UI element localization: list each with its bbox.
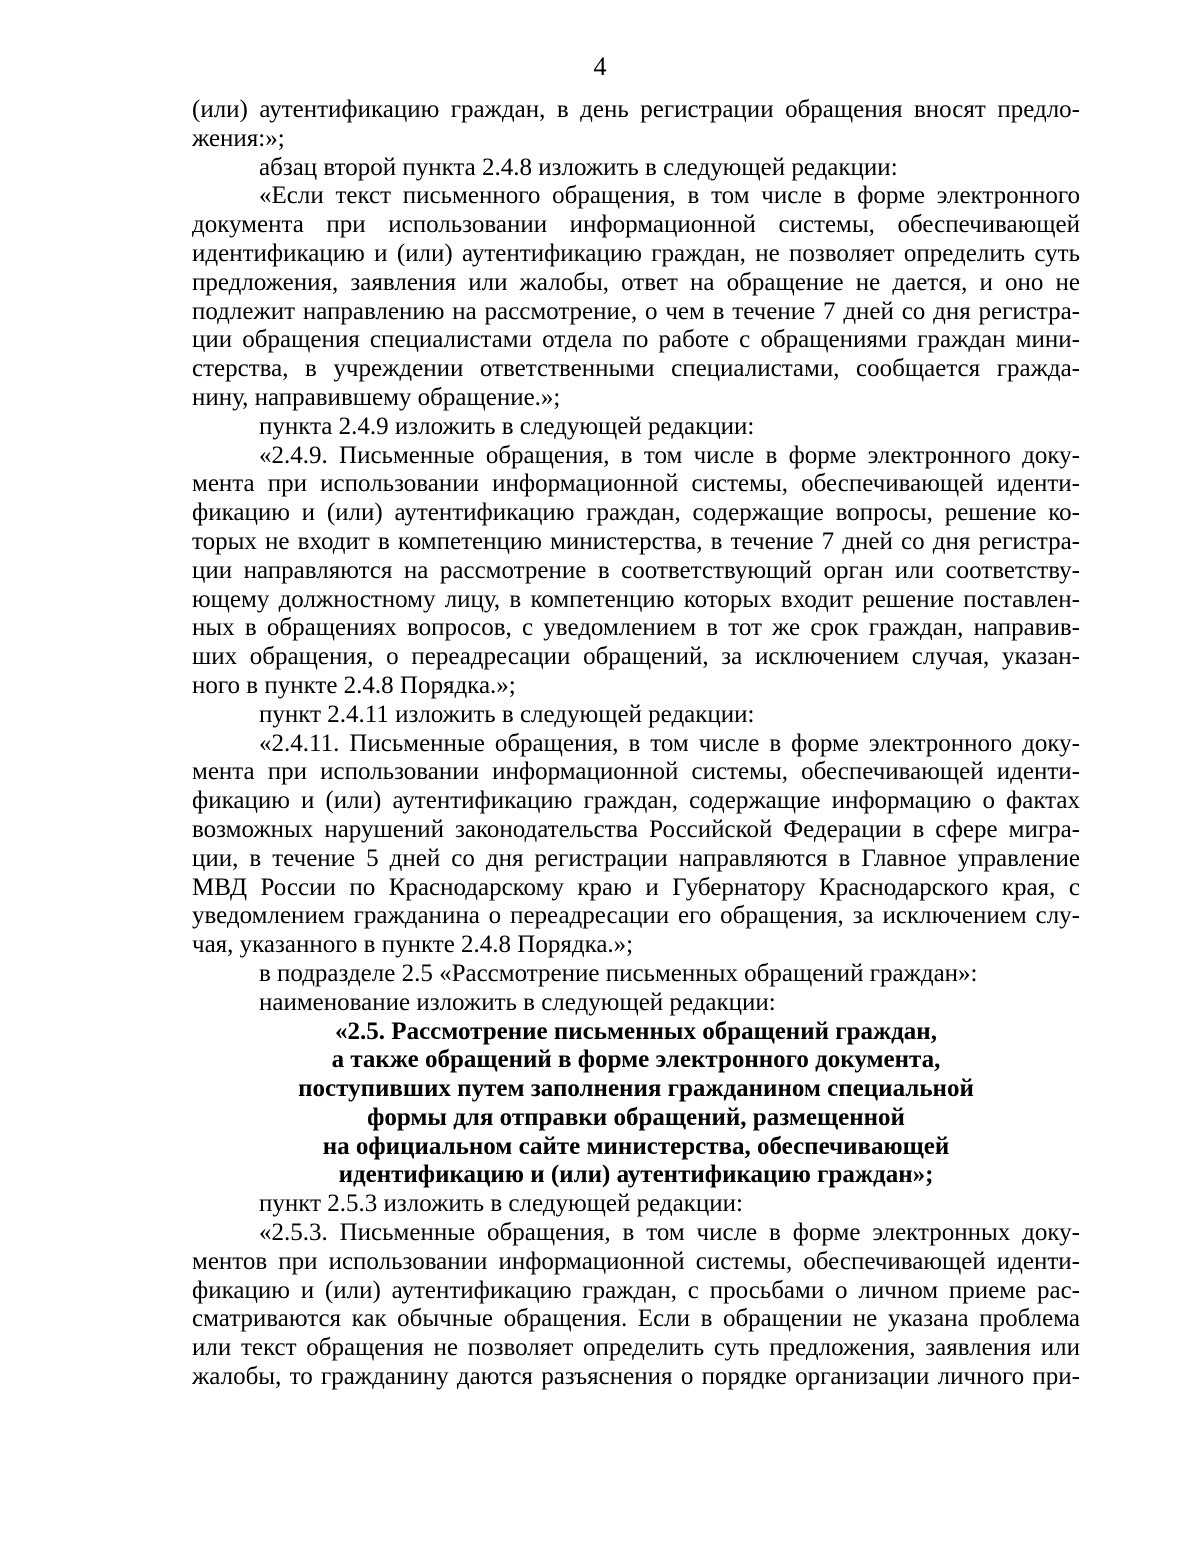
text-line: стерства, в учреждении ответственными специалистами, сообщается гражда- [192,355,1080,383]
text-line: уведомлением гражданина о переадресации его обращения, за исключением слу- [192,902,1080,930]
text-line: жения:»; [192,124,285,152]
text-line: абзац второй пункта 2.4.8 изложить в следующей редакции: [259,153,898,181]
text-line: предложения, заявления или жалобы, ответ на обращение не дается, и оно не [192,268,1080,296]
text-line: наименование изложить в следующей редакции: [259,988,776,1016]
section-heading-line: поступивших путем заполнения гражданином специальной [298,1075,974,1103]
text-line: «2.5.3. Письменные обращения, в том числе в форме электронных доку- [259,1219,1080,1247]
text-line: нину, направившему обращение.»; [192,383,561,411]
text-line: ших обращения, о переадресации обращений, за исключением случая, указан- [192,643,1080,671]
text-line: ных в обращениях вопросов, с уведомлением в тот же срок граждан, направив- [192,614,1080,642]
text-line: жалобы, то гражданину даются разъяснения о порядке организации личного при- [192,1363,1080,1391]
section-heading-line: а также обращений в форме электронного документа, [331,1046,941,1074]
text-line: ции, в течение 5 дней со дня регистрации направляются в Главное управление [192,844,1080,872]
text-line: документа при использовании информационной системы, обеспечивающей [192,211,1080,239]
section-heading-line: «2.5. Рассмотрение письменных обращений граждан, [335,1017,937,1045]
text-line: пункта 2.4.9 изложить в следующей редакции: [259,412,755,440]
text-line: пункт 2.4.11 изложить в следующей редакции: [259,700,755,728]
page-number: 4 [593,52,607,81]
text-line: ции обращения специалистами отдела по работе с обращениями граждан мини- [192,326,1080,354]
text-line: ментов при использовании информационной системы, обеспечивающей иденти- [192,1247,1080,1275]
document-body [192,96,1080,1392]
text-line: МВД России по Краснодарскому краю и Губернатору Краснодарского края, с [192,873,1080,901]
text-line: фикацию и (или) аутентификацию граждан, содержащие информацию о фактах [192,787,1080,815]
section-heading-line: идентификацию и (или) аутентификацию граждан»; [338,1161,934,1189]
text-line: «2.4.9. Письменные обращения, в том числе в форме электронного доку- [259,441,1080,469]
text-line: (или) аутентификацию граждан, в день регистрации обращения вносят предло- [192,96,1080,123]
text-line: подлежит направлению на рассмотрение, о чем в течение 7 дней со дня регистра- [192,297,1080,325]
text-line: «Если текст письменного обращения, в том числе в форме электронного [259,182,1080,210]
text-line: фикацию и (или) аутентификацию граждан, содержащие вопросы, решение ко- [192,499,1080,527]
text-line: ного в пункте 2.4.8 Порядка.»; [192,671,516,699]
text-line: фикацию и (или) аутентификацию граждан, с просьбами о личном приеме рас- [192,1276,1080,1304]
text-line: или текст обращения не позволяет определить суть предложения, заявления или [192,1334,1080,1362]
text-line: мента при использовании информационной системы, обеспечивающей иденти- [192,758,1080,786]
section-heading-line: на официальном сайте министерства, обеспечивающей [322,1132,950,1160]
text-line: мента при использовании информационной системы, обеспечивающей иденти- [192,470,1080,498]
text-line: идентификацию и (или) аутентификацию граждан, не позволяет определить суть [192,239,1080,267]
text-line: торых не входит в компетенцию министерства, в течение 7 дней со дня регистра- [192,527,1080,555]
text-line: сматриваются как обычные обращения. Если в обращении не указана проблема [192,1305,1080,1333]
text-line: в подразделе 2.5 «Рассмотрение письменных обращений граждан»: [259,959,978,987]
text-line: пункт 2.5.3 изложить в следующей редакции: [259,1190,743,1218]
text-line: «2.4.11. Письменные обращения, в том числе в форме электронного доку- [259,729,1080,757]
text-line: ции направляются на рассмотрение в соответствующий орган или соответству- [192,556,1080,584]
text-line: ющему должностному лицу, в компетенцию которых входит решение поставлен- [192,585,1080,613]
text-line: возможных нарушений законодательства Российской Федерации в сфере мигра- [192,815,1080,843]
section-heading-line: формы для отправки обращений, размещенной [367,1103,905,1131]
text-line: чая, указанного в пункте 2.4.8 Порядка.»; [192,931,634,959]
